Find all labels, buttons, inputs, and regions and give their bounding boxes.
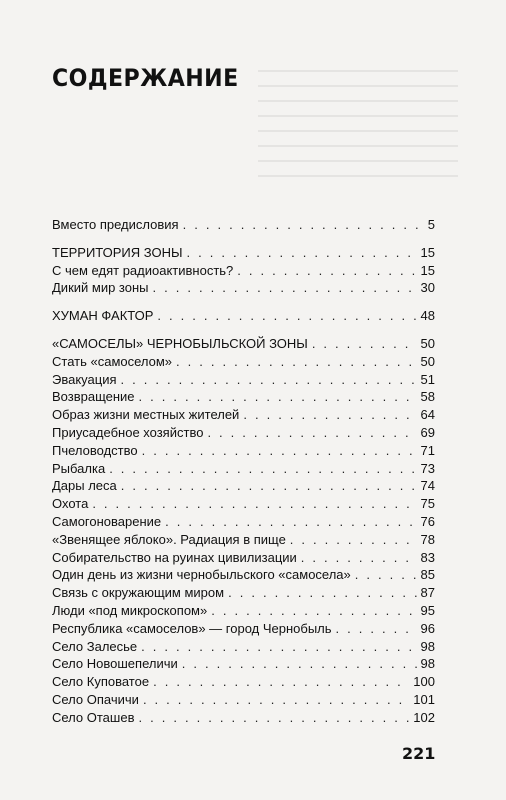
toc-entry-label: С чем едят радиоактивность? bbox=[52, 262, 234, 278]
toc-entry-page: 102 bbox=[413, 709, 435, 725]
toc-entry-label: Эвакуация bbox=[52, 371, 117, 387]
toc-entry-label: Дикий мир зоны bbox=[52, 280, 149, 296]
toc-entry bbox=[52, 279, 435, 297]
toc-entry-label: Вместо предисловия bbox=[52, 217, 179, 232]
toc-entry-page: 69 bbox=[420, 424, 435, 440]
dot-leader bbox=[109, 460, 416, 478]
toc-entry-label: Село Залесье bbox=[52, 638, 138, 654]
toc-entry-page: 78 bbox=[420, 531, 435, 547]
toc-entry-page: 100 bbox=[413, 674, 435, 690]
toc-entry-page: 85 bbox=[420, 567, 435, 583]
dot-leader bbox=[290, 531, 417, 549]
toc-entry bbox=[52, 620, 435, 638]
toc-entry-label: Один день из жизни чернобыльского «самосела» bbox=[52, 567, 351, 583]
dot-leader bbox=[243, 406, 416, 424]
toc-entry-label: Рыбалка bbox=[52, 460, 106, 476]
toc-entry bbox=[52, 424, 435, 442]
toc-entry-page: 71 bbox=[420, 442, 435, 458]
page-number: 221 bbox=[402, 744, 436, 763]
dot-leader bbox=[211, 602, 416, 620]
bleed-through-text bbox=[258, 70, 458, 190]
toc-entry-page: 73 bbox=[420, 460, 435, 476]
toc-entry bbox=[52, 566, 435, 584]
toc-entry bbox=[52, 371, 435, 389]
dot-leader bbox=[142, 442, 417, 460]
toc-entry bbox=[52, 655, 435, 673]
dot-leader bbox=[92, 495, 416, 513]
dot-leader bbox=[153, 673, 409, 691]
dot-leader bbox=[182, 655, 417, 673]
toc-entry bbox=[52, 584, 435, 602]
toc-entry-label: «САМОСЕЛЫ» ЧЕРНОБЫЛЬСКОЙ ЗОНЫ bbox=[52, 335, 308, 351]
dot-leader bbox=[121, 371, 417, 389]
dot-leader bbox=[153, 279, 417, 297]
toc-entry bbox=[52, 406, 435, 424]
toc-entry-page: 74 bbox=[420, 478, 435, 494]
toc-entry bbox=[52, 709, 435, 727]
toc-entry-label: Стать «самоселом» bbox=[52, 353, 173, 369]
toc-entry bbox=[52, 388, 435, 406]
toc-entry bbox=[52, 477, 435, 495]
dot-leader bbox=[183, 216, 424, 234]
toc-entry-label: «Звенящее яблоко». Радиация в пище bbox=[52, 531, 286, 547]
dot-leader bbox=[176, 353, 416, 371]
toc-entry-page: 75 bbox=[420, 496, 435, 512]
toc-entry-page: 30 bbox=[420, 280, 435, 296]
toc-entry-label: ТЕРРИТОРИЯ ЗОНЫ bbox=[52, 244, 183, 260]
page-title: СОДЕРЖАНИЕ bbox=[52, 64, 239, 92]
toc-entry-page: 76 bbox=[420, 513, 435, 529]
toc-entry bbox=[52, 262, 435, 280]
toc-entry-page: 96 bbox=[420, 620, 435, 636]
toc-entry-page: 58 bbox=[420, 389, 435, 405]
dot-leader bbox=[121, 477, 417, 495]
toc-entry-label: Республика «самоселов» — город Чернобыль bbox=[52, 620, 332, 636]
toc-entry-page: 98 bbox=[420, 656, 435, 672]
toc-entry-label: Самогоноварение bbox=[52, 513, 162, 529]
toc-entry-label: Пчеловодство bbox=[52, 442, 138, 458]
toc-entry bbox=[52, 602, 435, 620]
toc-entry bbox=[52, 442, 435, 460]
dot-leader bbox=[157, 307, 416, 325]
toc-entry bbox=[52, 638, 435, 656]
toc-entry-label: Приусадебное хозяйство bbox=[52, 424, 204, 440]
toc-entry-label: Село Оташев bbox=[52, 709, 135, 725]
table-of-contents bbox=[52, 216, 435, 727]
toc-entry-page: 50 bbox=[420, 353, 435, 369]
toc-entry-label: Охота bbox=[52, 496, 89, 512]
toc-entry bbox=[52, 691, 435, 709]
toc-entry-label: Образ жизни местных жителей bbox=[52, 407, 240, 423]
toc-entry bbox=[52, 460, 435, 478]
toc-entry-page: 50 bbox=[420, 335, 435, 351]
toc-entry-label: ХУМАН ФАКТОР bbox=[52, 308, 154, 324]
toc-entry-page: 15 bbox=[420, 244, 435, 260]
toc-section-heading bbox=[52, 244, 435, 262]
toc-entry-label: Дары леса bbox=[52, 478, 117, 494]
toc-section-heading bbox=[52, 307, 435, 325]
toc-section-heading bbox=[52, 335, 435, 353]
dot-leader bbox=[143, 691, 409, 709]
toc-entry bbox=[52, 216, 435, 234]
toc-entry bbox=[52, 549, 435, 567]
toc-entry-page: 51 bbox=[420, 371, 435, 387]
toc-entry-page: 15 bbox=[420, 262, 435, 278]
dot-leader bbox=[312, 335, 417, 353]
dot-leader bbox=[336, 620, 417, 638]
toc-entry-label: Связь с окружающим миром bbox=[52, 585, 225, 601]
toc-entry-page: 83 bbox=[420, 549, 435, 565]
toc-entry-page: 5 bbox=[427, 217, 435, 232]
toc-entry-label: Возвращение bbox=[52, 389, 135, 405]
dot-leader bbox=[228, 584, 416, 602]
toc-entry-page: 64 bbox=[420, 407, 435, 423]
toc-entry-label: Люди «под микроскопом» bbox=[52, 602, 208, 618]
toc-entry-page: 101 bbox=[413, 691, 435, 707]
dot-leader bbox=[141, 638, 416, 656]
dot-leader bbox=[207, 424, 416, 442]
dot-leader bbox=[237, 262, 416, 280]
dot-leader bbox=[355, 566, 417, 584]
toc-entry bbox=[52, 495, 435, 513]
toc-entry bbox=[52, 531, 435, 549]
toc-entry-label: Село Опачичи bbox=[52, 691, 139, 707]
dot-leader bbox=[138, 709, 409, 727]
toc-entry-label: Село Куповатое bbox=[52, 674, 150, 690]
toc-entry-label: Собирательство на руинах цивилизации bbox=[52, 549, 297, 565]
dot-leader bbox=[139, 388, 417, 406]
toc-entry-label: Село Новошепеличи bbox=[52, 656, 178, 672]
dot-leader bbox=[187, 244, 417, 262]
toc-entry-page: 95 bbox=[420, 602, 435, 618]
toc-entry bbox=[52, 673, 435, 691]
toc-entry-page: 98 bbox=[420, 638, 435, 654]
toc-entry-page: 48 bbox=[420, 308, 435, 324]
toc-entry-page: 87 bbox=[420, 585, 435, 601]
toc-entry bbox=[52, 353, 435, 371]
dot-leader bbox=[301, 549, 417, 567]
dot-leader bbox=[165, 513, 416, 531]
toc-entry bbox=[52, 513, 435, 531]
